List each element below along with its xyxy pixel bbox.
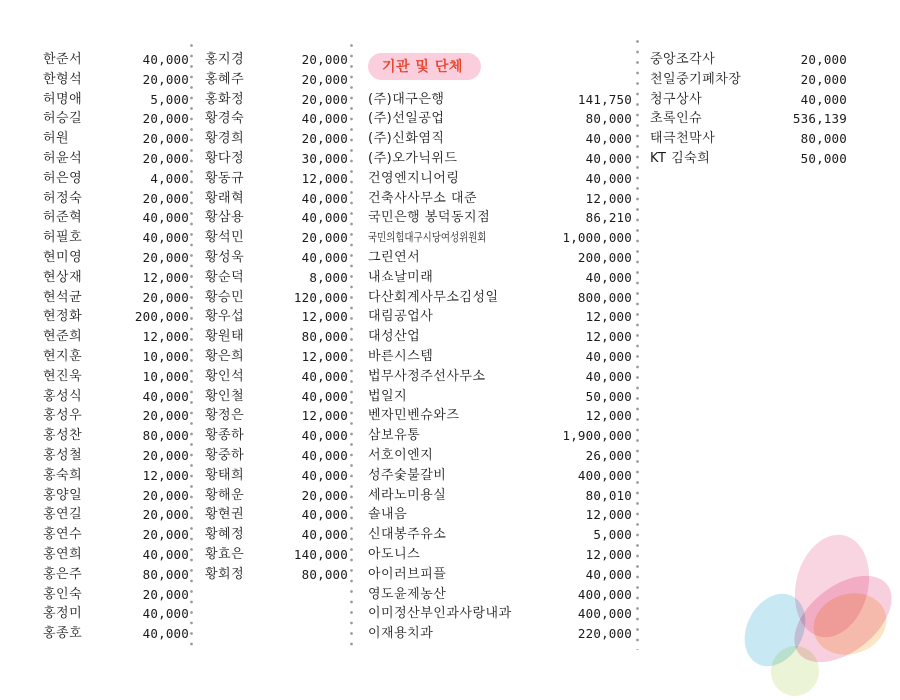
donor-row — [205, 406, 348, 426]
organization-name: 천일중기폐차장 — [650, 71, 742, 87]
donation-amount: 20,000 — [142, 487, 189, 503]
donor-name: 황다정 — [205, 150, 245, 166]
donation-amount: 80,000 — [585, 111, 632, 127]
donor-row — [205, 426, 348, 446]
donation-amount: 120,000 — [293, 289, 348, 305]
donation-amount: 40,000 — [585, 368, 632, 384]
donor-row — [205, 307, 348, 327]
donation-amount: 20,000 — [142, 447, 189, 463]
donation-amount: 400,000 — [577, 586, 632, 602]
donation-amount: 1,900,000 — [562, 428, 632, 444]
organization-name: 대성산업 — [368, 329, 421, 345]
donation-amount: 12,000 — [585, 546, 632, 562]
organization-row — [368, 525, 632, 545]
organization-row — [368, 208, 632, 228]
donor-name: 황승민 — [205, 289, 245, 305]
donation-amount: 12,000 — [585, 190, 632, 206]
donation-amount: 20,000 — [142, 527, 189, 543]
donor-row — [43, 426, 189, 446]
donation-amount: 20,000 — [142, 289, 189, 305]
donor-name: 허정숙 — [43, 190, 83, 206]
organization-name: 중앙조각사 — [650, 52, 716, 67]
donor-name: 황경희 — [205, 131, 245, 147]
donor-row — [205, 90, 348, 110]
donor-name: 황순덕 — [205, 269, 245, 285]
donor-name: 황효은 — [205, 546, 245, 562]
donation-amount: 40,000 — [585, 150, 632, 166]
organization-row — [368, 90, 632, 110]
donor-name: 홍은주 — [43, 566, 83, 582]
donor-name: 홍인숙 — [43, 586, 83, 602]
donor-row — [205, 466, 348, 486]
donor-name: 홍성식 — [43, 388, 83, 404]
organization-row — [650, 149, 847, 169]
donor-row — [205, 367, 348, 387]
organization-row — [650, 109, 847, 129]
donor-name: 황동규 — [205, 170, 245, 186]
organization-name: KT 김숙희 — [650, 150, 711, 166]
organization-list — [368, 50, 632, 644]
organization-row — [368, 604, 632, 624]
donor-name: 황정은 — [205, 408, 245, 424]
donor-name: 홍정미 — [43, 606, 83, 622]
organization-row — [650, 50, 847, 70]
organization-name: 세라노미용실 — [368, 487, 447, 503]
donor-name: 홍양일 — [43, 487, 83, 503]
donor-row — [205, 149, 348, 169]
donation-amount: 20,000 — [142, 249, 189, 265]
organization-name: 그린연서 — [368, 249, 421, 265]
organization-row — [368, 307, 632, 327]
donation-amount: 50,000 — [800, 150, 847, 166]
donation-amount: 12,000 — [585, 329, 632, 345]
donation-amount: 8,000 — [309, 269, 348, 285]
organization-name: 영도윤제농산 — [368, 586, 447, 602]
donation-amount: 80,010 — [585, 487, 632, 503]
donation-amount: 40,000 — [301, 527, 348, 543]
organization-name: 바른시스템 — [368, 348, 434, 364]
organization-name: 법일지 — [368, 388, 408, 404]
donation-amount: 12,000 — [301, 309, 348, 325]
donor-row — [43, 248, 189, 268]
donor-row — [43, 545, 189, 565]
donor-row — [205, 50, 348, 70]
organization-name: 내쇼날미래 — [368, 269, 434, 285]
organization-row — [368, 149, 632, 169]
organization-name: 건영엔지니어링 — [368, 170, 460, 186]
donor-row — [43, 288, 189, 308]
organization-row — [368, 545, 632, 565]
organization-row — [368, 486, 632, 506]
donor-row — [205, 189, 348, 209]
donor-name: 한준서 — [43, 52, 83, 67]
donor-name: 현지훈 — [43, 348, 83, 364]
donor-row — [43, 70, 189, 90]
donor-name: 허승길 — [43, 111, 83, 127]
donor-name: 황우섭 — [205, 309, 245, 325]
donation-amount: 26,000 — [585, 447, 632, 463]
donation-amount: 20,000 — [800, 52, 847, 67]
donor-name: 홍종호 — [43, 626, 83, 642]
donor-row — [43, 228, 189, 248]
donor-name: 허윤석 — [43, 150, 83, 166]
dotted-divider — [636, 40, 639, 650]
donation-amount: 220,000 — [577, 626, 632, 642]
organization-column — [368, 50, 632, 644]
donor-name: 허은영 — [43, 170, 83, 186]
donor-row — [205, 109, 348, 129]
donor-name: 황종하 — [205, 428, 245, 444]
donation-amount: 40,000 — [301, 190, 348, 206]
organization-name: 초록인슈 — [650, 111, 703, 127]
donor-row — [43, 208, 189, 228]
donation-amount: 80,000 — [301, 329, 348, 345]
donation-amount: 4,000 — [150, 170, 189, 186]
donor-row — [43, 169, 189, 189]
organization-name: 국민의힘대구시당여성위원회 — [368, 230, 487, 245]
donor-name: 홍연수 — [43, 527, 83, 543]
organization-name: 신대봉주유소 — [368, 527, 447, 543]
organization-row — [650, 129, 847, 149]
donation-amount: 12,000 — [585, 507, 632, 523]
organization-name: 아도니스 — [368, 546, 421, 562]
donor-name: 황삼용 — [205, 210, 245, 226]
organization-name: 이미정산부인과사랑내과 — [368, 606, 512, 622]
donor-row — [205, 347, 348, 367]
donor-name: 허필호 — [43, 230, 83, 246]
donation-amount: 1,000,000 — [562, 230, 632, 246]
donation-amount: 40,000 — [301, 111, 348, 127]
organization-name: 건축사사무소 대준 — [368, 190, 478, 206]
organization-row — [368, 387, 632, 407]
donor-row — [43, 307, 189, 327]
organization-row — [368, 288, 632, 308]
donation-amount: 20,000 — [142, 71, 189, 87]
donation-amount: 20,000 — [142, 408, 189, 424]
donor-row — [43, 268, 189, 288]
donation-amount: 40,000 — [301, 210, 348, 226]
organization-row — [368, 624, 632, 644]
donation-amount: 12,000 — [301, 408, 348, 424]
organization-name: 다산회계사무소김성일 — [368, 289, 499, 305]
donor-name: 황래혁 — [205, 190, 245, 206]
organization-row — [368, 228, 632, 248]
donation-amount: 40,000 — [301, 428, 348, 444]
donor-name: 황석민 — [205, 230, 245, 246]
donor-name: 홍성찬 — [43, 428, 83, 444]
donor-row — [205, 70, 348, 90]
organization-row — [368, 109, 632, 129]
donation-amount: 30,000 — [301, 150, 348, 166]
organization-row — [368, 129, 632, 149]
donor-row — [43, 406, 189, 426]
donor-row — [205, 248, 348, 268]
organization-row — [650, 70, 847, 90]
donor-row — [43, 347, 189, 367]
donor-name: 현미영 — [43, 249, 83, 265]
donor-name: 허준혁 — [43, 210, 83, 226]
donor-name: 황태희 — [205, 467, 245, 483]
donor-name: 현정화 — [43, 309, 83, 325]
donation-amount: 40,000 — [585, 566, 632, 582]
donor-name: 홍연길 — [43, 507, 83, 523]
donor-row — [205, 505, 348, 525]
donor-row — [43, 327, 189, 347]
organization-row — [368, 446, 632, 466]
donor-row — [43, 486, 189, 506]
donation-amount: 40,000 — [585, 170, 632, 186]
organization-name: (주)신화염직 — [368, 131, 445, 147]
organization-name: 서호이엔지 — [368, 447, 434, 463]
organization-row — [368, 565, 632, 585]
donor-name: 황인철 — [205, 388, 245, 404]
donation-amount: 12,000 — [142, 269, 189, 285]
donor-row — [43, 90, 189, 110]
donation-amount: 140,000 — [293, 546, 348, 562]
donation-amount: 20,000 — [301, 71, 348, 87]
donor-row — [205, 525, 348, 545]
organization-name: 솔내음 — [368, 507, 408, 523]
organization-row — [368, 248, 632, 268]
donor-row — [43, 367, 189, 387]
donor-row — [43, 565, 189, 585]
donation-amount: 141,750 — [577, 91, 632, 107]
organization-name: (주)오가닉위드 — [368, 150, 458, 166]
donor-row — [43, 129, 189, 149]
donation-amount: 20,000 — [301, 52, 348, 67]
donor-name: 현진욱 — [43, 368, 83, 384]
donation-amount: 12,000 — [301, 348, 348, 364]
donation-amount: 400,000 — [577, 606, 632, 622]
donor-row — [205, 208, 348, 228]
donation-amount: 86,210 — [585, 210, 632, 226]
donor-name: 황성욱 — [205, 249, 245, 265]
donor-name: 홍성우 — [43, 408, 83, 424]
donation-amount: 12,000 — [142, 329, 189, 345]
donor-row — [43, 604, 189, 624]
donor-row — [205, 565, 348, 585]
donor-row — [205, 288, 348, 308]
donor-row — [205, 486, 348, 506]
donation-amount: 40,000 — [301, 249, 348, 265]
organization-row — [368, 466, 632, 486]
donation-amount: 40,000 — [301, 467, 348, 483]
donation-amount: 40,000 — [142, 230, 189, 246]
donor-name: 황현권 — [205, 507, 245, 523]
donation-amount: 40,000 — [142, 52, 189, 67]
donor-name: 황해운 — [205, 487, 245, 503]
organization-row — [368, 505, 632, 525]
donation-amount: 10,000 — [142, 348, 189, 364]
organization-name: 법무사정주선사무소 — [368, 368, 486, 384]
donation-amount: 20,000 — [142, 111, 189, 127]
organization-row — [368, 426, 632, 446]
donor-name: 홍화정 — [205, 91, 245, 107]
donor-name: 홍지경 — [205, 52, 245, 67]
donation-amount: 200,000 — [134, 309, 189, 325]
organization-name: 청구상사 — [650, 91, 703, 107]
donor-name: 홍숙희 — [43, 467, 83, 483]
donation-amount: 5,000 — [150, 91, 189, 107]
donor-row — [205, 169, 348, 189]
donor-row — [205, 129, 348, 149]
donor-row — [43, 50, 189, 70]
donation-amount: 12,000 — [585, 408, 632, 424]
donation-amount: 5,000 — [593, 527, 632, 543]
donation-amount: 12,000 — [142, 467, 189, 483]
donation-amount: 40,000 — [142, 606, 189, 622]
donor-row — [205, 387, 348, 407]
donor-row — [43, 466, 189, 486]
organization-row — [368, 268, 632, 288]
donation-amount: 800,000 — [577, 289, 632, 305]
donor-row — [205, 545, 348, 565]
organization-name: (주)대구은행 — [368, 91, 445, 107]
organization-name: 아이러브피플 — [368, 566, 447, 582]
donor-row — [43, 149, 189, 169]
donation-amount: 40,000 — [142, 210, 189, 226]
donor-name: 홍연희 — [43, 546, 83, 562]
donation-amount: 10,000 — [142, 368, 189, 384]
donation-amount: 80,000 — [142, 428, 189, 444]
donation-amount: 12,000 — [585, 309, 632, 325]
donor-column-2 — [205, 50, 348, 585]
donor-row — [205, 327, 348, 347]
donation-amount: 40,000 — [301, 507, 348, 523]
organization-name: 벤자민벤슈와즈 — [368, 408, 460, 424]
donation-amount: 40,000 — [301, 447, 348, 463]
donor-name: 홍혜주 — [205, 71, 245, 87]
donation-amount: 536,139 — [792, 111, 847, 127]
donation-amount: 20,000 — [142, 507, 189, 523]
donor-name: 현상재 — [43, 269, 83, 285]
donor-name: 홍성철 — [43, 447, 83, 463]
donor-name: 황원태 — [205, 329, 245, 345]
donor-name: 황회정 — [205, 566, 245, 582]
donation-amount: 20,000 — [142, 150, 189, 166]
organization-name: 대림공업사 — [368, 309, 434, 325]
organization-name: 국민은행 봉덕동지점 — [368, 210, 491, 226]
organization-name: 이재용치과 — [368, 626, 434, 642]
donation-amount: 20,000 — [800, 71, 847, 87]
organization-name: 성주숯불갈비 — [368, 467, 447, 483]
donor-row — [205, 268, 348, 288]
donation-amount: 80,000 — [142, 566, 189, 582]
organization-row — [368, 189, 632, 209]
donation-amount: 12,000 — [301, 170, 348, 186]
donation-amount: 40,000 — [142, 388, 189, 404]
donation-amount: 200,000 — [577, 249, 632, 265]
donation-amount: 40,000 — [800, 91, 847, 107]
donation-amount: 20,000 — [142, 190, 189, 206]
donor-name: 황은희 — [205, 348, 245, 364]
donation-amount: 20,000 — [301, 131, 348, 147]
donation-amount: 40,000 — [142, 626, 189, 642]
donor-row — [43, 585, 189, 605]
donor-name: 현석균 — [43, 289, 83, 305]
organization-row — [650, 90, 847, 110]
organization-name: (주)선일공업 — [368, 111, 445, 127]
donor-column-1 — [43, 50, 189, 644]
donor-name: 허명애 — [43, 91, 83, 107]
donation-amount: 20,000 — [142, 131, 189, 147]
donor-row — [43, 624, 189, 644]
donation-amount: 40,000 — [301, 388, 348, 404]
donation-amount: 50,000 — [585, 388, 632, 404]
organization-row — [368, 169, 632, 189]
donor-name: 허원 — [43, 131, 70, 147]
donor-name: 황혜정 — [205, 527, 245, 543]
donor-row — [43, 525, 189, 545]
donation-amount: 80,000 — [800, 131, 847, 147]
organization-column-right — [650, 50, 847, 169]
donation-amount: 40,000 — [585, 269, 632, 285]
donor-name: 황인석 — [205, 368, 245, 384]
donor-row — [205, 446, 348, 466]
donation-amount: 40,000 — [142, 546, 189, 562]
dotted-divider — [350, 44, 353, 650]
donor-row — [43, 109, 189, 129]
organization-name: 삼보유통 — [368, 428, 421, 444]
donor-row — [43, 446, 189, 466]
donor-row — [43, 387, 189, 407]
donation-amount: 20,000 — [142, 586, 189, 602]
organization-name: 태극천막사 — [650, 131, 716, 147]
donation-amount: 20,000 — [301, 91, 348, 107]
donation-amount: 20,000 — [301, 230, 348, 246]
donor-name: 황중하 — [205, 447, 245, 463]
section-badge: 기관 및 단체 — [368, 53, 481, 80]
donation-amount: 80,000 — [301, 566, 348, 582]
organization-row — [368, 367, 632, 387]
donation-amount: 400,000 — [577, 467, 632, 483]
organization-row — [368, 347, 632, 367]
donor-row — [43, 189, 189, 209]
donation-amount: 20,000 — [301, 487, 348, 503]
donor-row — [43, 505, 189, 525]
donor-name: 한형석 — [43, 71, 83, 87]
organization-row — [368, 585, 632, 605]
organization-row — [368, 327, 632, 347]
donor-name: 황경숙 — [205, 111, 245, 127]
donor-name: 현준희 — [43, 329, 83, 345]
donation-amount: 40,000 — [301, 368, 348, 384]
donor-row — [205, 228, 348, 248]
organization-row — [368, 406, 632, 426]
dotted-divider — [190, 44, 193, 650]
donation-amount: 40,000 — [585, 348, 632, 364]
donation-amount: 40,000 — [585, 131, 632, 147]
